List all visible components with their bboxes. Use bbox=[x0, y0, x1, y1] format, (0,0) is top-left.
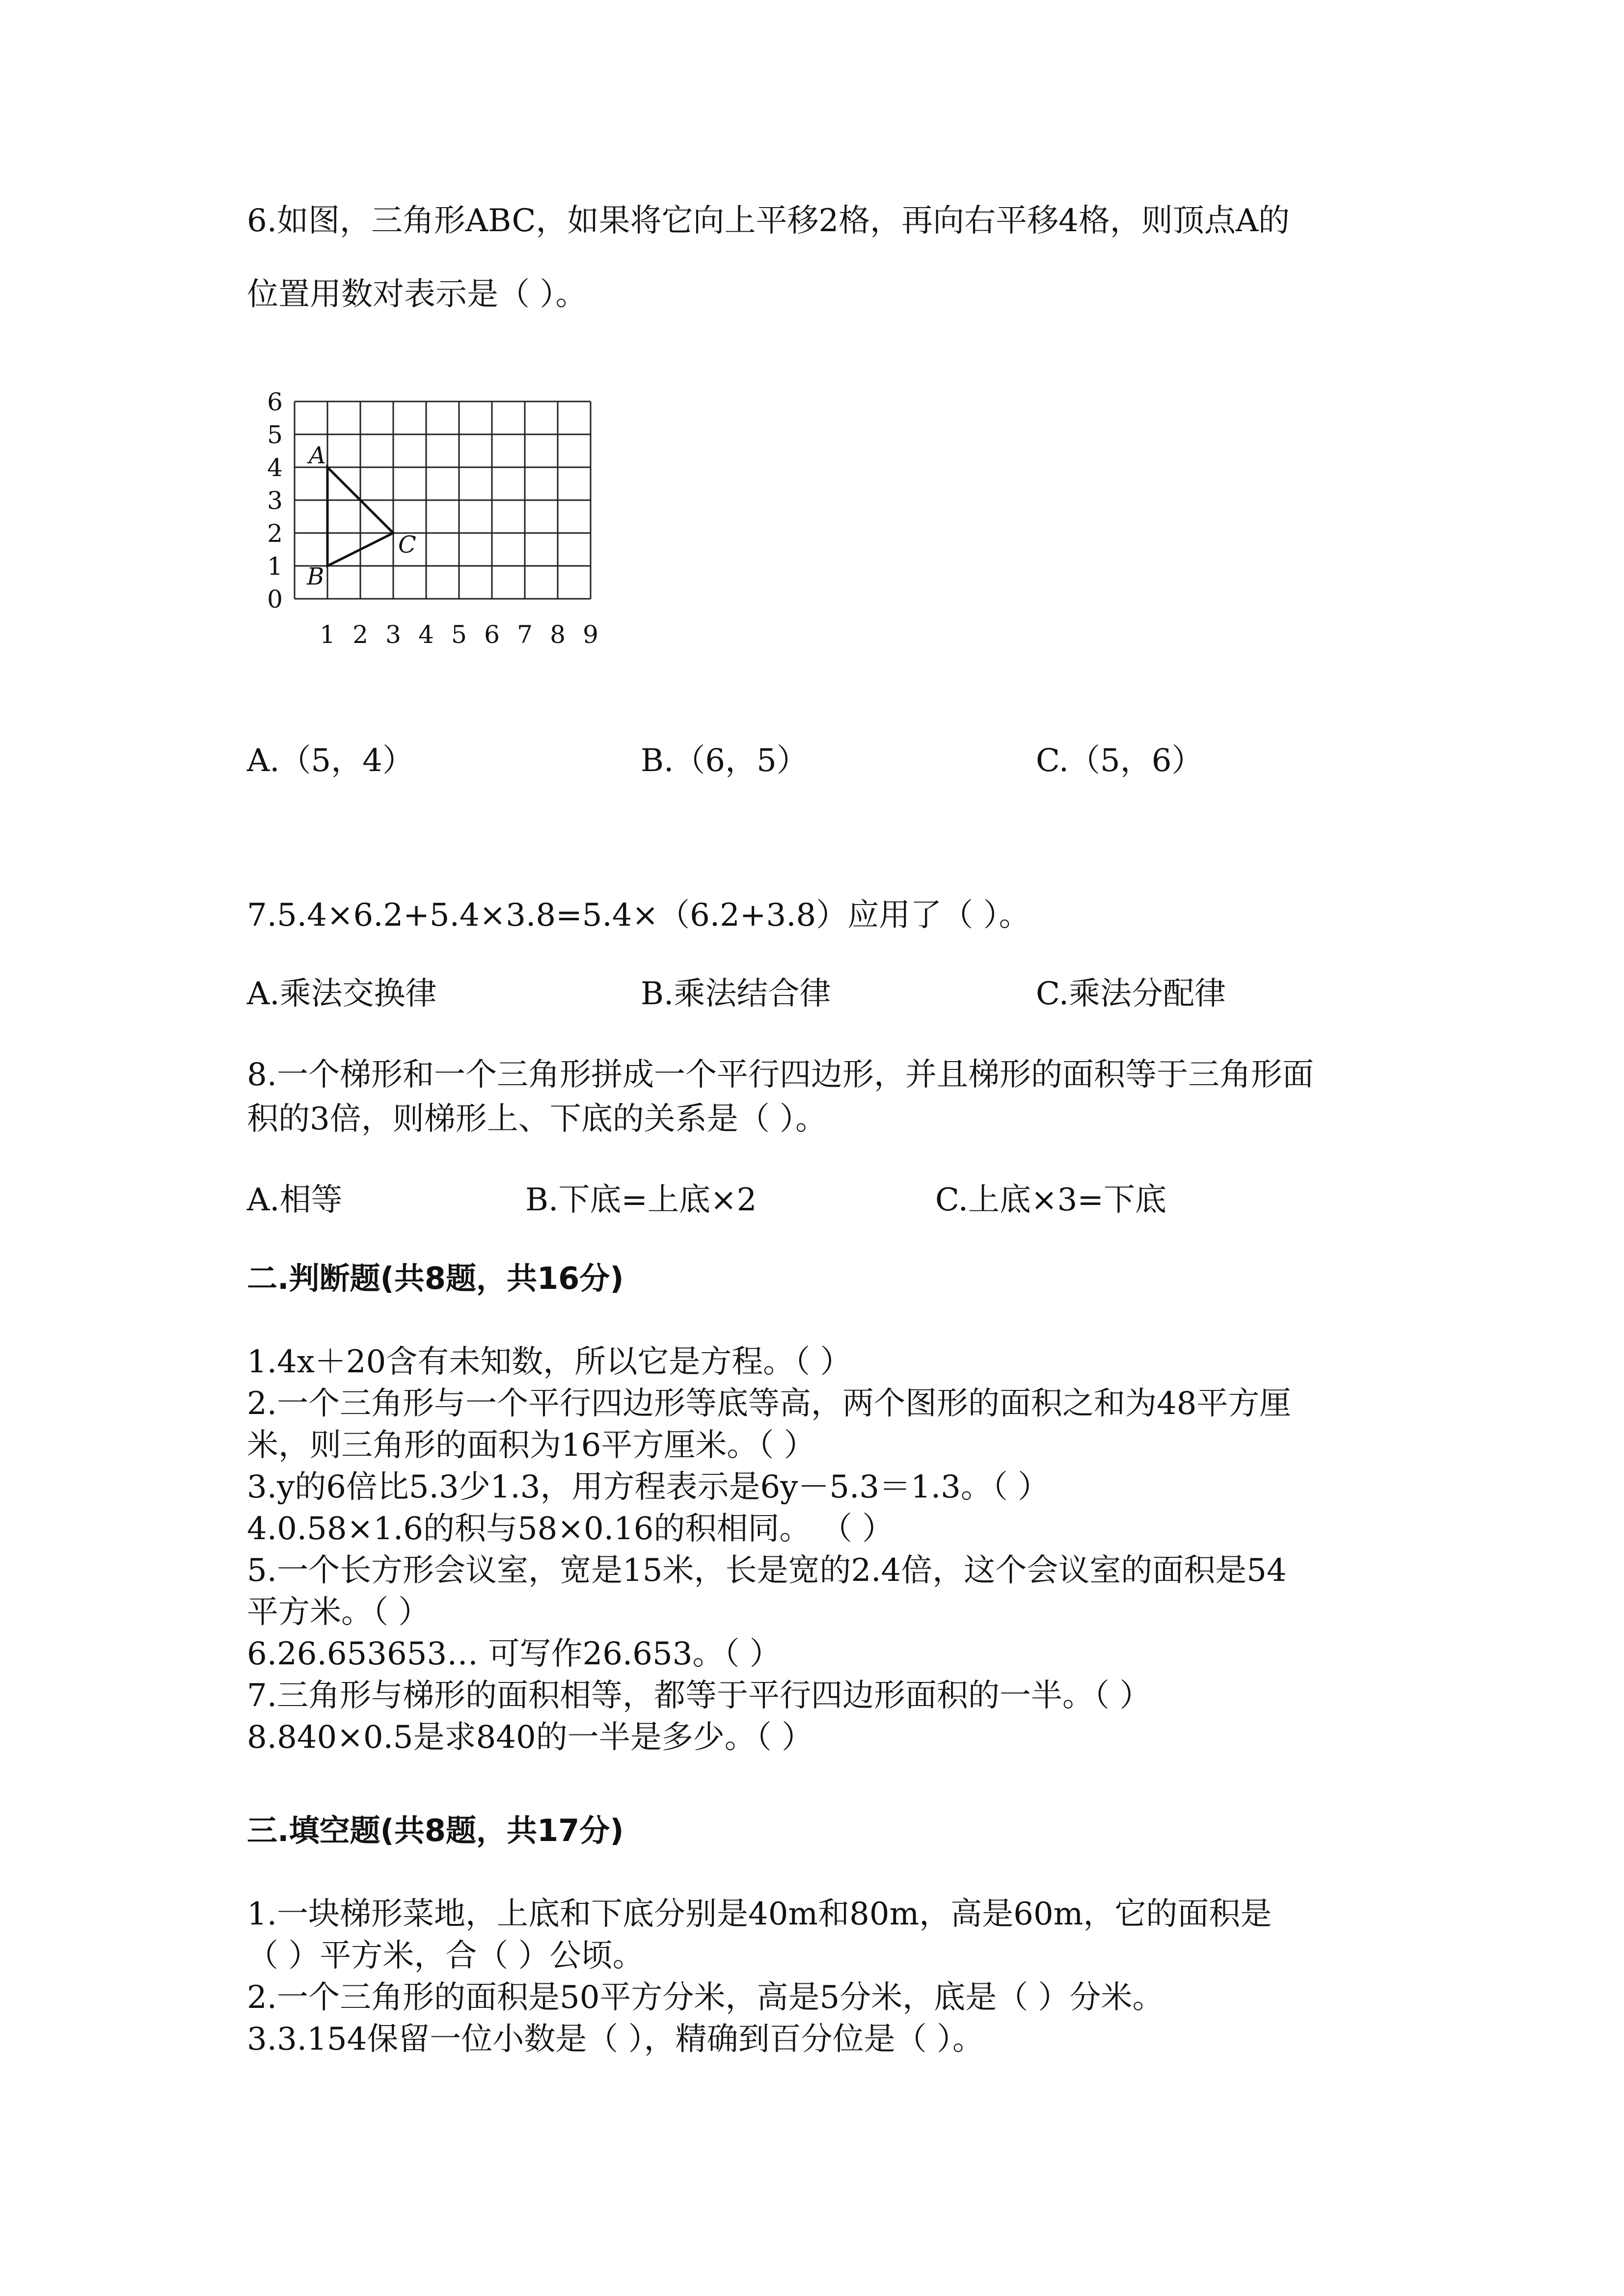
y-tick-label: 6 bbox=[267, 388, 283, 416]
section2-item: 5.一个长方形会议室，宽是15米，长是宽的2.4倍，这个会议室的面积是54 bbox=[247, 1552, 1287, 1589]
section3-item: 3.3.154保留一位小数是（ ），精确到百分位是（ ）。 bbox=[247, 2021, 984, 2057]
section3-item: （ ）平方米，合（ ）公顷。 bbox=[247, 1938, 644, 1974]
section2-item: 米，则三角形的面积为16平方厘米。（ ） bbox=[247, 1427, 815, 1464]
q8-text-line2: 积的3倍，则梯形上、下底的关系是（ ）。 bbox=[247, 1101, 827, 1137]
q7-text: 7.5.4×6.2+5.4×3.8=5.4×（6.2+3.8）应用了（ ）。 bbox=[247, 897, 1030, 934]
x-tick-label: 7 bbox=[517, 620, 533, 649]
coordinate-grid-figure bbox=[255, 383, 619, 658]
q8-option-a: A.相等 bbox=[247, 1182, 343, 1218]
q7-option-a: A.乘法交换律 bbox=[247, 976, 437, 1012]
section3-heading: 三.填空题(共8题，共17分) bbox=[247, 1813, 624, 1848]
section2-heading: 二.判断题(共8题，共16分) bbox=[247, 1260, 624, 1296]
section3-item: 1.一块梯形菜地，上底和下底分别是40m和80m，高是60m，它的面积是 bbox=[247, 1896, 1272, 1932]
x-tick-label: 4 bbox=[418, 620, 434, 649]
section2-item: 7.三角形与梯形的面积相等，都等于平行四边形面积的一半。（ ） bbox=[247, 1678, 1151, 1714]
q7-option-b: B.乘法结合律 bbox=[641, 976, 831, 1012]
section2-item: 4.0.58×1.6的积与58×0.16的积相同。 （ ） bbox=[247, 1511, 894, 1547]
x-tick-label: 5 bbox=[451, 620, 467, 649]
x-tick-label: 9 bbox=[583, 620, 598, 649]
q6-option-a: A.（5，4） bbox=[247, 743, 414, 779]
q6-option-b: B.（6，5） bbox=[641, 743, 808, 779]
q6-text-line1: 6.如图，三角形ABC，如果将它向上平移2格，再向右平移4格，则顶点A的 bbox=[247, 203, 1290, 239]
section2-item: 3.y的6倍比5.3少1.3，用方程表示是6y－5.3＝1.3。（ ） bbox=[247, 1469, 1050, 1505]
q8-option-c: C.上底×3=下底 bbox=[935, 1182, 1166, 1218]
section2-item: 8.840×0.5是求840的一半是多少。（ ） bbox=[247, 1719, 813, 1756]
vertex-label-c: C bbox=[398, 531, 416, 559]
section2-item: 1.4x＋20含有未知数，所以它是方程。（ ） bbox=[247, 1344, 852, 1380]
section3-item: 2.一个三角形的面积是50平方分米，高是5分米，底是（ ）分米。 bbox=[247, 1979, 1164, 2016]
q8-option-b: B.下底=上底×2 bbox=[525, 1182, 757, 1218]
y-tick-label: 3 bbox=[267, 486, 283, 515]
section2-item: 2.一个三角形与一个平行四边形等底等高，两个图形的面积之和为48平方厘 bbox=[247, 1386, 1291, 1422]
y-tick-label: 0 bbox=[267, 585, 283, 614]
q6-option-c: C.（5，6） bbox=[1036, 743, 1203, 779]
vertex-label-a: A bbox=[309, 442, 326, 469]
x-tick-label: 2 bbox=[352, 620, 368, 649]
section2-item: 平方米。（ ） bbox=[247, 1594, 430, 1630]
section2-item: 6.26.653653… 可写作26.653。（ ） bbox=[247, 1636, 781, 1672]
q6-text-line2: 位置用数对表示是（ ）。 bbox=[247, 276, 587, 313]
y-tick-label: 1 bbox=[267, 552, 283, 581]
y-tick-label: 5 bbox=[267, 421, 283, 449]
x-tick-label: 3 bbox=[385, 620, 401, 649]
y-tick-label: 4 bbox=[267, 454, 283, 482]
q8-text-line1: 8.一个梯形和一个三角形拼成一个平行四边形，并且梯形的面积等于三角形面 bbox=[247, 1057, 1314, 1093]
x-tick-label: 1 bbox=[320, 620, 335, 649]
y-tick-label: 2 bbox=[267, 519, 283, 548]
x-tick-label: 6 bbox=[484, 620, 500, 649]
x-tick-label: 8 bbox=[550, 620, 566, 649]
q7-option-c: C.乘法分配律 bbox=[1036, 976, 1226, 1012]
vertex-label-b: B bbox=[307, 563, 325, 590]
